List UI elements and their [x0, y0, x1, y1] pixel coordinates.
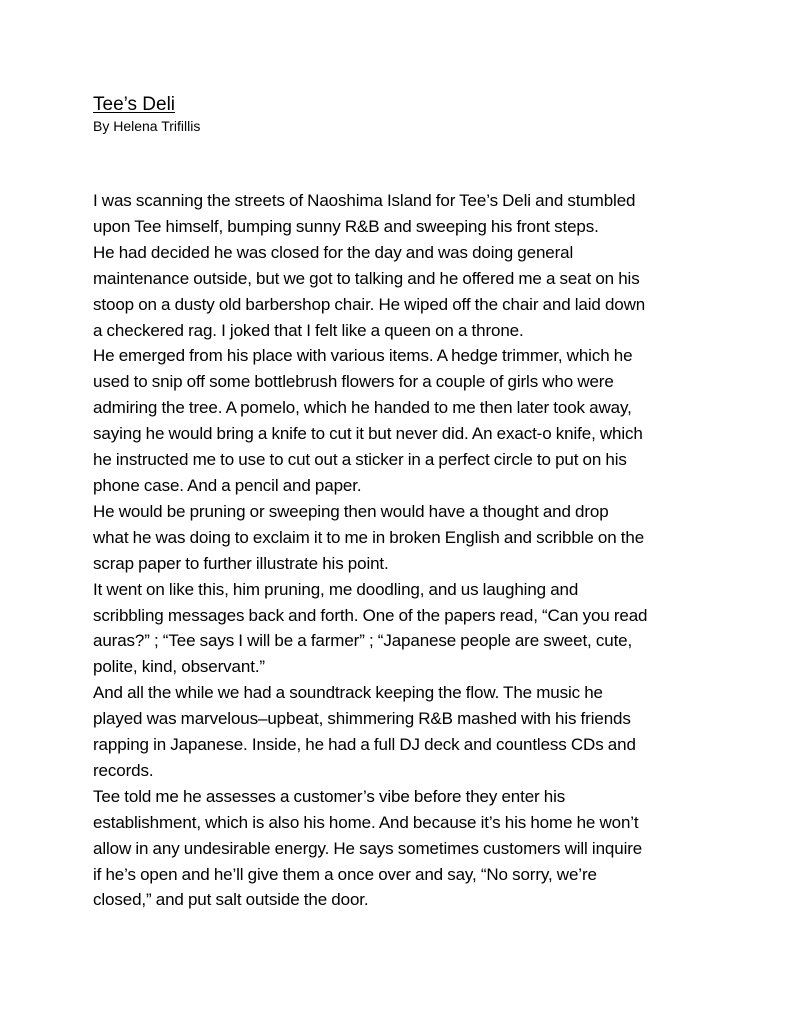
- text-line: It went on like this, him pruning, me doodling, and us laughing and: [93, 579, 579, 599]
- text-line: phone case. And a pencil and paper.: [93, 475, 362, 495]
- text-line: he instructed me to use to cut out a sticker in a perfect circle to put on his: [93, 450, 627, 470]
- text-line: stoop on a dusty old barbershop chair. He wiped off the chair and laid down: [93, 294, 646, 314]
- text-line: used to snip off some bottlebrush flowers for a couple of girls who were: [93, 372, 614, 392]
- text-line: establishment, which is also his home. And because it’s his home he won’t: [93, 812, 639, 832]
- text-line: saying he would bring a knife to cut it but never did. An exact-o knife, which: [93, 424, 643, 444]
- text-line: records.: [93, 760, 154, 780]
- document-header: [93, 94, 713, 135]
- text-line: if he’s open and he’ll give them a once over and say, “No sorry, we’re: [93, 864, 597, 884]
- text-line: He emerged from his place with various items. A hedge trimmer, which he: [93, 346, 633, 366]
- text-line: auras?” ; “Tee says I will be a farmer” ; “Japanese people are sweet, cute,: [93, 631, 633, 651]
- author-byline: By Helena Trifillis: [93, 118, 201, 134]
- text-line: maintenance outside, but we got to talking and he offered me a seat on his: [93, 268, 640, 288]
- document-title: Tee’s Deli: [93, 94, 176, 115]
- text-line: allow in any undesirable energy. He says sometimes customers will inquire: [93, 838, 643, 858]
- text-line: closed,” and put salt outside the door.: [93, 890, 369, 910]
- text-line: polite, kind, observant.”: [93, 657, 265, 677]
- text-line: He would be pruning or sweeping then would have a thought and drop: [93, 501, 609, 521]
- text-line: scrap paper to further illustrate his point.: [93, 553, 389, 573]
- text-line: admiring the tree. A pomelo, which he handed to me then later took away,: [93, 398, 632, 418]
- text-line: upon Tee himself, bumping sunny R&B and sweeping his front steps.: [93, 216, 599, 236]
- text-line: scribbling messages back and forth. One of the papers read, “Can you read: [93, 605, 648, 625]
- text-line: Tee told me he assesses a customer’s vibe before they enter his: [93, 786, 566, 806]
- article-body: [93, 188, 713, 913]
- text-line: I was scanning the streets of Naoshima Island for Tee’s Deli and stumbled: [93, 191, 636, 210]
- text-line: And all the while we had a soundtrack keeping the flow. The music he: [93, 683, 603, 703]
- text-line: a checkered rag. I joked that I felt like a queen on a throne.: [93, 320, 524, 340]
- text-line: rapping in Japanese. Inside, he had a full DJ deck and countless CDs and: [93, 735, 636, 755]
- text-line: played was marvelous–upbeat, shimmering R&B mashed with his friends: [93, 709, 631, 729]
- text-line: He had decided he was closed for the day and was doing general: [93, 242, 574, 262]
- text-line: what he was doing to exclaim it to me in broken English and scribble on the: [93, 527, 645, 547]
